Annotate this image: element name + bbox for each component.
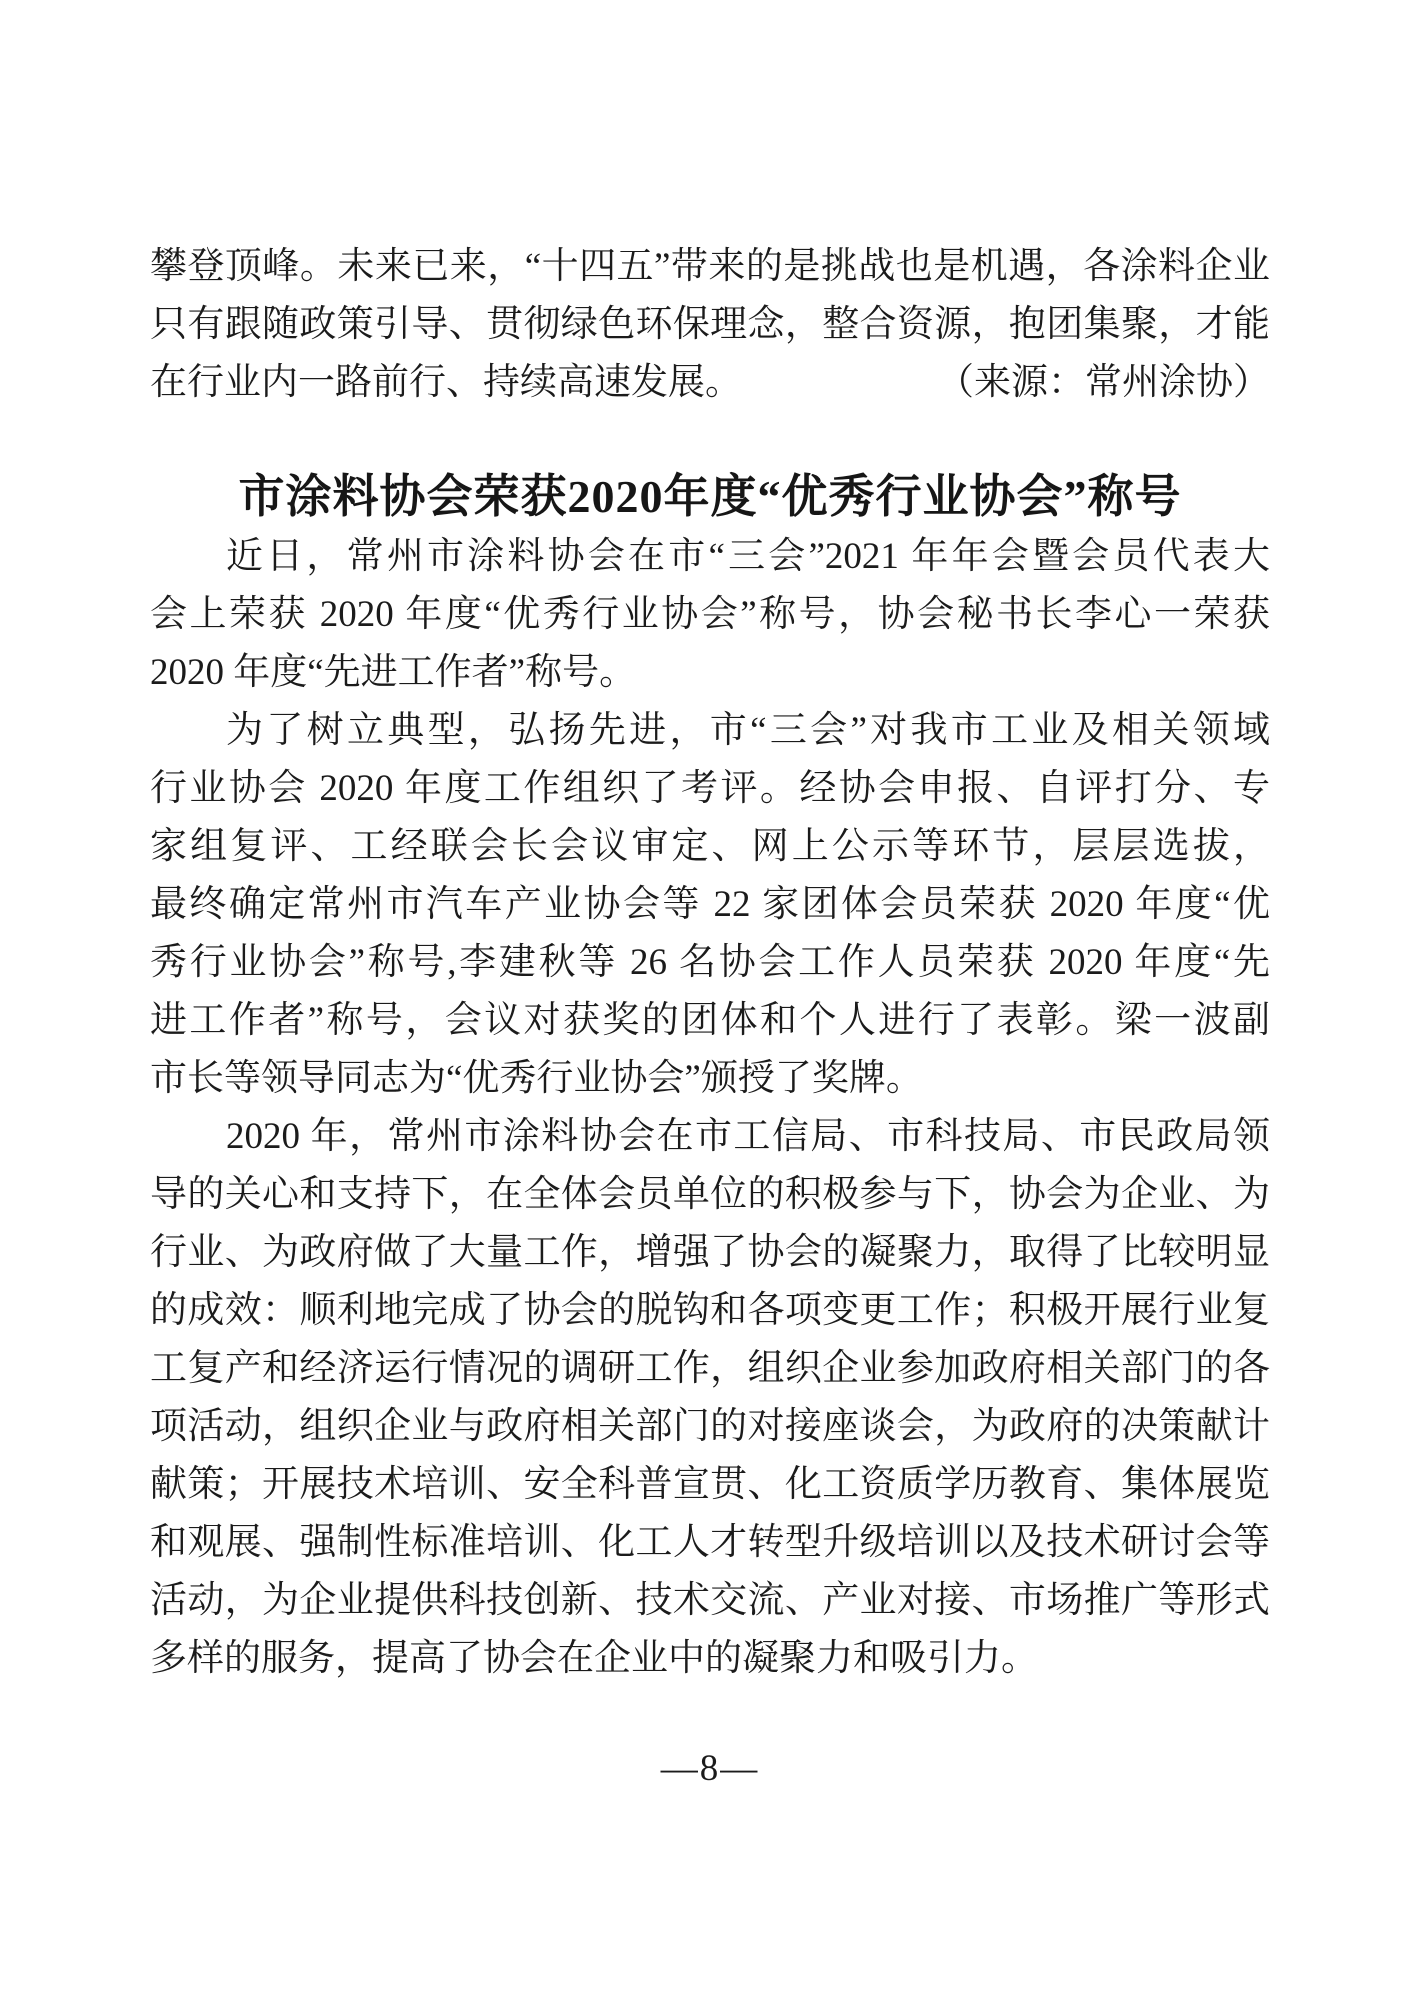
text-line: 最终确定常州市汽车产业协会等 22 家团体会员荣获 2020 年度“优 [150,884,1270,925]
text-line: 和观展、强制性标准培训、化工人才转型升级培训以及技术研讨会等 [150,1522,1270,1563]
text-line: 活动，为企业提供科技创新、技术交流、产业对接、市场推广等形式 [150,1580,1270,1621]
article-title: 市涂料协会荣获2020年度“优秀行业协会”称号 [238,471,1182,522]
text-line: 行业协会 2020 年度工作组织了考评。经协会申报、自评打分、专 [150,768,1270,809]
text-line: 秀行业协会”称号,李建秋等 26 名协会工作人员荣获 2020 年度“先 [150,942,1270,983]
text-line: 2020 年，常州市涂料协会在市工信局、市科技局、市民政局领 [226,1116,1270,1157]
page-content [150,238,1270,1794]
text-line: 为了树立典型，弘扬先进，市“三会”对我市工业及相关领域 [226,710,1270,751]
paragraph-1 [150,528,1270,702]
text-line: 只有跟随政策引导、贯彻绿色环保理念，整合资源，抱团集聚，才能 [150,304,1270,345]
text-line: 近日，常州市涂料协会在市“三会”2021 年年会暨会员代表大 [226,536,1270,577]
text-line: 家组复评、工经联会长会议审定、网上公示等环节，层层选拔， [150,826,1270,867]
text-line: 导的关心和支持下，在全体会员单位的积极参与下，协会为企业、为 [150,1174,1270,1215]
text-line: 攀登顶峰。未来已来，“十四五”带来的是挑战也是机遇，各涂料企业 [150,246,1270,287]
page-number: —8— [660,1748,760,1789]
text-line: 行业、为政府做了大量工作，增强了协会的凝聚力，取得了比较明显 [150,1232,1270,1273]
text-line: 工复产和经济运行情况的调研工作，组织企业参加政府相关部门的各 [150,1348,1270,1389]
text-line: 市长等领导同志为“优秀行业协会”颁授了奖牌。 [150,1058,923,1099]
text-line: 项活动，组织企业与政府相关部门的对接座谈会，为政府的决策献计 [150,1406,1270,1447]
text-line: 的成效：顺利地完成了协会的脱钩和各项变更工作；积极开展行业复 [150,1290,1270,1331]
text-segment: 在行业内一路前行、持续高速发展。 [150,362,742,403]
paragraph-2 [150,702,1270,1108]
paragraph-3 [150,1108,1270,1688]
prev-article-ending [150,238,1270,412]
source-note: （来源：常州涂协） [937,362,1270,403]
text-line [150,354,1270,412]
text-line: 多样的服务，提高了协会在企业中的凝聚力和吸引力。 [150,1638,1038,1679]
text-line: 献策；开展技术培训、安全科普宣贯、化工资质学历教育、集体展览 [150,1464,1270,1505]
text-line: 进工作者”称号，会议对获奖的团体和个人进行了表彰。梁一波副 [150,1000,1270,1041]
text-line: 会上荣获 2020 年度“优秀行业协会”称号，协会秘书长李心一荣获 [150,594,1270,635]
text-line: 2020 年度“先进工作者”称号。 [150,652,637,693]
